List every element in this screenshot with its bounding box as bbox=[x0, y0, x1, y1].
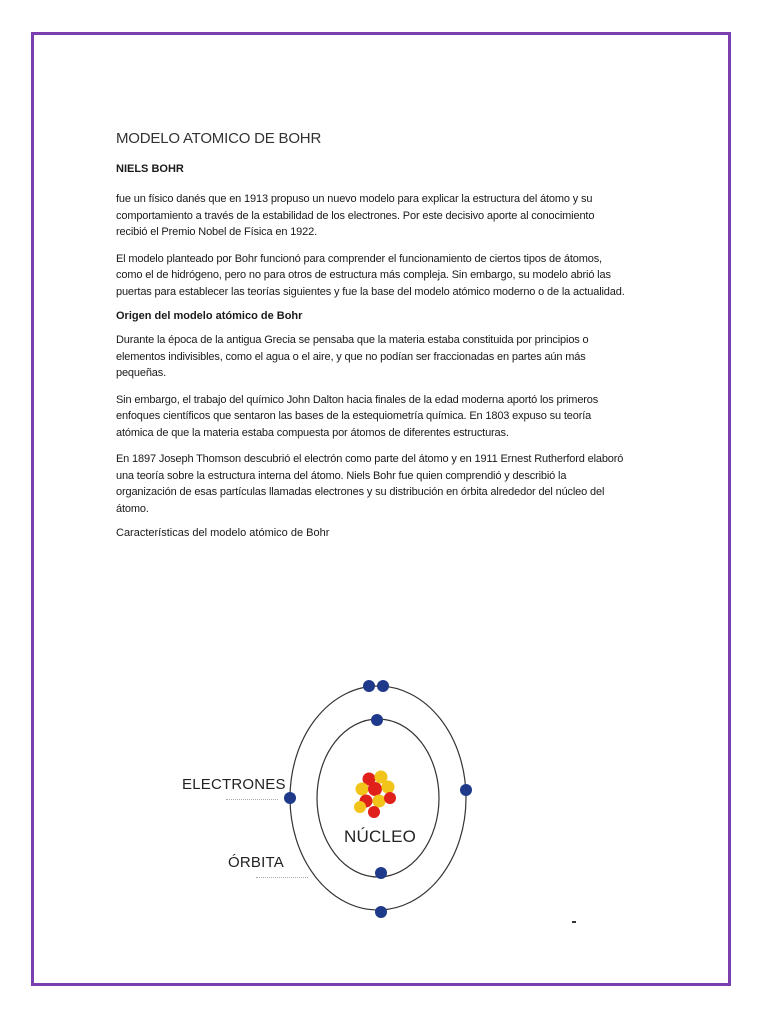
paragraph-thomson: En 1897 Joseph Thomson descubrió el electrón como parte del átomo y en 1911 Ernest Rutherford elaboró una teoría sobre la estructura interna del átomo. Niels Bohr fue quien comprendió y describió la organización de esas partículas llamadas electrones y su distribución en órbita alrededor del núcleo del átomo. bbox=[116, 453, 624, 515]
stray-mark bbox=[572, 921, 576, 923]
paragraph-dalton: Sin embargo, el trabajo del químico John Dalton hacia finales de la edad moderna aportó los primeros enfoques científicos que sentaron las bases de la estequiometría química. En 1803 expuso su teoría atómica de que la materia estaba compuesta por átomos de diferentes estructuras. bbox=[116, 393, 599, 439]
electron bbox=[375, 867, 387, 879]
electron bbox=[460, 784, 472, 796]
paragraph-model: El modelo planteado por Bohr funcionó para comprender el funcionamiento de ciertos tipos de átomos, como el de hidrógeno, pero no para otros de estructura más compleja. Sin embargo, su modelo abrió las puertas para establecer las teorías siguientes y fue la base del modelo atómico moderno o de la actualidad. bbox=[116, 252, 625, 298]
paragraph-intro: fue un físico danés que en 1913 propuso un nuevo modelo para explicar la estructura del átomo y su comportamiento a través de la estabilidad de los electrones. Por este decisivo aporte al conocimiento recibió el Premio Nobel de Física en 1922. bbox=[116, 193, 595, 238]
document-title: MODELO ATOMICO DE BOHR bbox=[116, 130, 322, 147]
electron bbox=[363, 680, 375, 692]
electron bbox=[377, 680, 389, 692]
label-orbit: ÓRBITA bbox=[228, 854, 284, 871]
document-subtitle: NIELS BOHR bbox=[116, 163, 184, 175]
document-body bbox=[116, 130, 626, 549]
nucleus bbox=[354, 771, 396, 819]
atom-illustration bbox=[170, 668, 500, 930]
label-underline bbox=[226, 799, 278, 802]
paragraph-greece: Durante la época de la antigua Grecia se pensaba que la materia estaba constituida por principios o elementos indivisibles, como el agua o el aire, y que no podían ser fraccionadas en partes aún más pequeñas. bbox=[116, 334, 589, 379]
characteristics-heading: Características del modelo atómico de Bohr bbox=[116, 527, 330, 539]
section-heading-origin: Origen del modelo atómico de Bohr bbox=[116, 310, 303, 322]
electron bbox=[371, 714, 383, 726]
label-nucleus: NÚCLEO bbox=[344, 827, 417, 846]
electron bbox=[284, 792, 296, 804]
label-underline bbox=[256, 877, 308, 880]
bohr-atom-diagram bbox=[170, 668, 500, 930]
electron bbox=[375, 906, 387, 918]
label-electrons: ELECTRONES bbox=[182, 776, 286, 793]
